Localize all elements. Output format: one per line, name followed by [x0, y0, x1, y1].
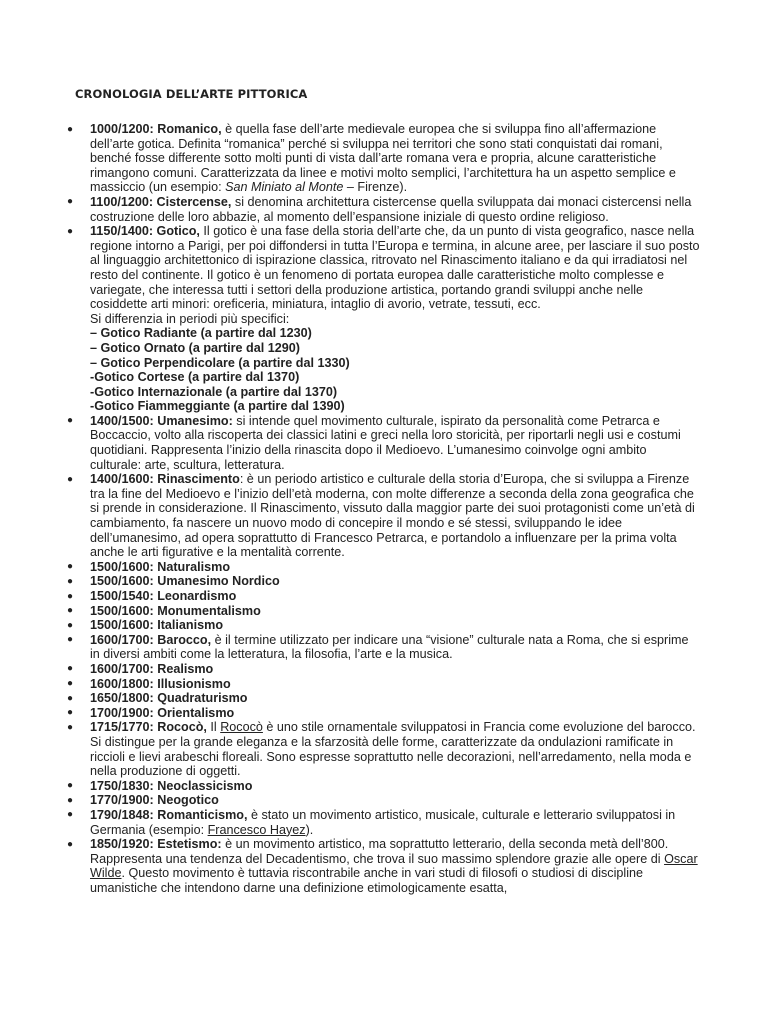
- entry-text: : è un periodo artistico e culturale della storia d’Europa, che si sviluppa a Firenze tra la fine del Medioevo e l’inizio dell’età moderna, con molte differenze a seconda della zona geografica che si prende in considerazione. Il Rinascimento, vissuto dalla maggior parte dei suoi protagonisti come un’età di cambiamento, fa nascere un nuovo modo di concepire il mondo e sé stessi, sviluppando le idee dell’umanesimo, ad opera soprattutto di Francesco Petrarca, e portandolo a influenzare per la prima volta anche le arti figurative e la mentalità corrente.: [90, 472, 695, 560]
- bullet-icon: ●: [67, 561, 74, 573]
- entry-label: 1500/1600: Umanesimo Nordico: [90, 574, 280, 589]
- oscar-wilde-link[interactable]: Oscar Wilde: [90, 851, 698, 881]
- entry-label: 1600/1700: Realismo: [90, 661, 214, 676]
- list-item: [67, 122, 700, 195]
- sub-period: -Gotico Cortese (a partire dal 1370): [90, 370, 300, 385]
- entry-label: 1600/1700: Barocco,: [90, 632, 212, 647]
- entry-label: 1500/1540: Leonardismo: [90, 589, 237, 603]
- list-item: [67, 224, 700, 414]
- bullet-icon: ●: [67, 678, 74, 690]
- page-title: CRONOLOGIA DELL’ARTE PITTORICA: [75, 87, 308, 101]
- bullet-icon: ●: [67, 225, 74, 237]
- entry-text: ).: [305, 822, 314, 837]
- rococo-link[interactable]: Rococò: [220, 720, 263, 735]
- bullet-icon: ●: [67, 123, 74, 135]
- bullet-icon: ●: [67, 196, 74, 208]
- list-item: [67, 793, 700, 808]
- entry-text: è un movimento artistico, ma soprattutto letterario, della seconda metà dell’800. Rappresenta una tendenza del Decadentismo, che trova il suo massimo splendore grazie alle opere di: [90, 837, 669, 866]
- list-item: [67, 413, 700, 472]
- list-item: [67, 661, 700, 677]
- list-item: [67, 720, 700, 779]
- sub-period: -Gotico Internazionale (a partire dal 1370): [90, 384, 338, 399]
- entry-text: è il termine utilizzato per indicare una “visione” culturale nata a Roma, che si esprime in diversi ambiti come la letteratura, la filosofia, l’arte e la musica.: [90, 632, 689, 662]
- sub-period: – Gotico Ornato (a partire dal 1290): [90, 340, 300, 355]
- sub-period: -Gotico Fiammeggiante (a partire dal 1390): [90, 399, 345, 414]
- entry-italic-text: San Miniato al Monte: [225, 180, 344, 195]
- bullet-icon: ●: [67, 721, 74, 733]
- list-item: [67, 574, 700, 589]
- entry-text: – Firenze).: [343, 180, 408, 195]
- entry-label: 1400/1600: Rinascimento: [90, 472, 240, 487]
- bullet-icon: ●: [67, 473, 74, 485]
- bullet-icon: ●: [67, 415, 74, 427]
- entry-label: 1100/1200: Cistercense,: [90, 194, 232, 209]
- bullet-icon: ●: [67, 780, 74, 792]
- chronology-list: [67, 122, 700, 895]
- sub-period: – Gotico Radiante (a partire dal 1230): [90, 326, 312, 341]
- entry-text: è quella fase dell’arte medievale europea che si sviluppa fino all’affermazione dell’arte gotica. Definita “romanica” perché si sviluppa nei territori che sono stati conquistati dai romani, benché fosse differente sotto molti punti di vista dall’arte romana vera e propria, alcune caratteristiche rimangono comuni. Caratterizzata da linee e motivi molto semplici, l’architettura ha un aspetto semplice e massiccio (un esempio:: [90, 122, 676, 195]
- entry-label: 1750/1830: Neoclassicismo: [90, 778, 253, 793]
- sub-periods-intro: Si differenzia in periodi più specifici:: [90, 311, 290, 326]
- entry-label: 1850/1920: Estetismo:: [90, 837, 222, 852]
- entry-label: 1790/1848: Romanticismo,: [90, 807, 248, 822]
- list-item: [67, 618, 700, 633]
- bullet-icon: ●: [67, 809, 74, 821]
- entry-label: 1600/1800: Illusionismo: [90, 676, 231, 691]
- bullet-icon: ●: [67, 707, 74, 719]
- entry-label: 1650/1800: Quadraturismo: [90, 691, 248, 706]
- list-item: [67, 194, 700, 224]
- list-item: [67, 603, 700, 619]
- entry-text: . Questo movimento è tuttavia riscontrabile anche in vari studi di filosofi o studiosi di discipline umanistiche che intendono darne una definizione etimologicamente esatta,: [90, 866, 643, 895]
- bullet-icon: ●: [67, 590, 74, 602]
- bullet-icon: ●: [67, 692, 74, 704]
- list-item: [67, 837, 700, 895]
- entry-text: Il gotico è una fase della storia dell’arte che, da un punto di vista geografico, nasce nella regione intorno a Parigi, per poi diffondersi in tutta l’Europa e termina, in alcune aree, per lasciare il suo posto al linguaggio architettonico di ispirazione classica, ritrovato nel Rinascimento italiano e da qui irradiatosi nel resto del continente. Il gotico è un fenomeno di portata europea dalle caratteristiche molto complesse e variegate, che interessa tutti i settori della produzione artistica, portando grandi sviluppi anche nelle cosiddette arti minori: oreficeria, miniatura, intaglio di avorio, vetrate, tessuti, ecc.: [90, 224, 700, 312]
- list-item: [67, 472, 700, 560]
- list-item: [67, 589, 700, 604]
- list-item: [67, 705, 700, 721]
- entry-label: 1500/1600: Monumentalismo: [90, 603, 261, 618]
- bullet-icon: ●: [67, 663, 74, 675]
- list-item: [67, 778, 700, 794]
- bullet-icon: ●: [67, 605, 74, 617]
- bullet-icon: ●: [67, 838, 74, 850]
- entry-label: 1500/1600: Italianismo: [90, 618, 224, 633]
- bullet-icon: ●: [67, 619, 74, 631]
- entry-text: è uno stile ornamentale sviluppatosi in Francia come evoluzione del barocco. Si distingue per la grande eleganza e la sfarzosità delle forme, caratterizzate da ondulazioni ramificate in riccioli e lievi arabeschi floreali. Sono espresse soprattutto nelle decorazioni, nell’arredamento, nella moda e nella produzione di oggetti.: [90, 720, 696, 779]
- entry-text: si intende quel movimento culturale, ispirato da personalità come Petrarca e Boccaccio, volto alla riscoperta dei classici latini e greci nella loro storicità, per riportarli negli usi e costumi quotidiani. Rappresenta l’inizio della rinascita dopo il Medioevo. L’umanesimo coinvolge ogni ambito culturale: arte, scultura, letteratura.: [90, 413, 681, 472]
- bullet-icon: ●: [67, 634, 74, 646]
- entry-text: Il: [206, 720, 221, 735]
- entry-label: 1770/1900: Neogotico: [90, 793, 219, 808]
- entry-label: 1000/1200: Romanico,: [90, 122, 222, 136]
- entry-label: 1715/1770: Rococò,: [90, 720, 207, 735]
- list-item: [67, 691, 700, 706]
- entry-label: 1400/1500: Umanesimo:: [90, 413, 233, 428]
- sub-period: – Gotico Perpendicolare (a partire dal 1330): [90, 355, 350, 370]
- list-item: [67, 632, 700, 662]
- bullet-icon: ●: [67, 575, 74, 587]
- bullet-icon: ●: [67, 794, 74, 806]
- entry-text: è stato un movimento artistico, musicale, culturale e letterario sviluppatosi in Germania (esempio:: [90, 807, 676, 837]
- list-item: [67, 676, 700, 692]
- entry-label: 1500/1600: Naturalismo: [90, 559, 231, 574]
- entry-label: 1700/1900: Orientalismo: [90, 705, 235, 720]
- francesco-hayez-link[interactable]: Francesco Hayez: [207, 822, 306, 837]
- list-item: [67, 807, 700, 837]
- list-item: [67, 559, 700, 575]
- entry-label: 1150/1400: Gotico,: [90, 224, 200, 239]
- entry-text: si denomina architettura cistercense quella sviluppata dai monaci cistercensi nella costruzione delle loro abbazie, al momento dell’espansione iniziale di questo ordine religioso.: [90, 194, 692, 224]
